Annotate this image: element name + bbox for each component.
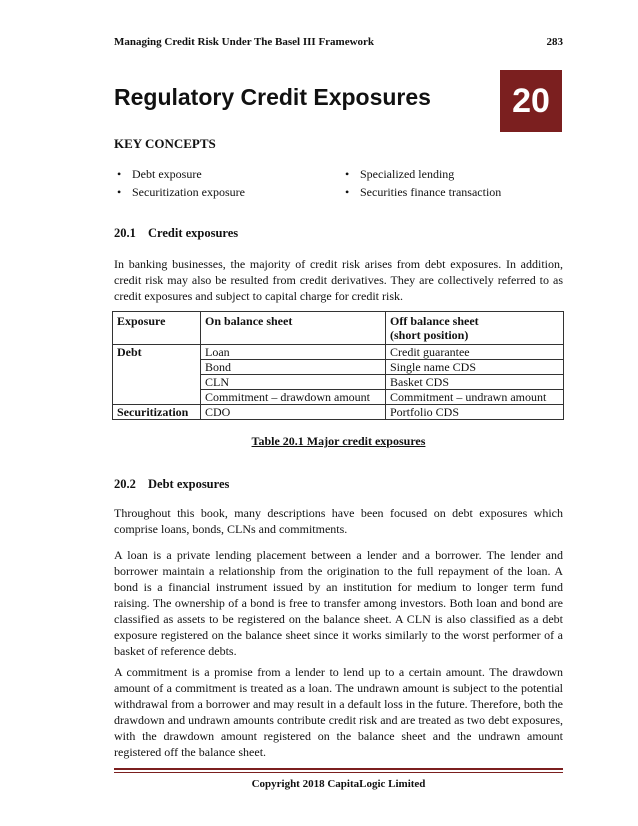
table-row — [113, 345, 564, 360]
table-cell: CDO — [201, 405, 386, 420]
column-header — [386, 312, 564, 345]
key-concept-item: • Securitization exposure — [114, 183, 334, 201]
table-row — [113, 405, 564, 420]
credit-exposures-table — [112, 311, 564, 420]
table-cell: Credit guarantee — [386, 345, 564, 360]
table-cell: Commitment – undrawn amount — [386, 390, 564, 405]
row-label-securitization: Securitization — [113, 405, 201, 420]
table-header-row — [113, 312, 564, 345]
running-header-title: Managing Credit Risk Under The Basel III Framework — [114, 36, 375, 48]
footer-copyright: Copyright 2018 CapitaLogic Limited — [251, 778, 426, 790]
table-cell: Loan — [201, 345, 386, 360]
table-cell: Single name CDS — [386, 360, 564, 375]
table-cell: Basket CDS — [386, 375, 564, 390]
paragraph-text: In banking businesses, the majority of credit risk arises from debt exposures. In addition, credit risk may also be resulted from credit derivatives. They are collectively referred to as credit exposures and subject to capital charge for credit risk. — [114, 257, 563, 303]
key-concepts-heading: KEY CONCEPTS — [114, 136, 216, 151]
section-20-2-paragraph-3 — [114, 664, 563, 760]
paragraph-text: Throughout this book, many descriptions have been focused on debt exposures which comprise loans, bonds, CLNs and commitments. — [114, 506, 563, 536]
column-header-line: Off balance sheet — [390, 314, 479, 328]
paragraph-text: A loan is a private lending placement between a lender and a borrower. The lender and borrower maintain a relationship from the origination to the full repayment of the loan. A bond is a financial instrument issued by an institution for medium to longer term fund raising. The ownership of a bond is free to transfer among investors. Both loan and bond are classified as assets to be registered on the balance sheet. A CLN is also classified as a debt exposure registered on the balance sheet since it works similarly to the worst performer of a basket of reference debts. — [114, 548, 563, 658]
section-20-2-paragraph-2 — [114, 547, 563, 659]
section-title: Credit exposures — [148, 226, 239, 240]
table-cell: Portfolio CDS — [386, 405, 564, 420]
section-heading-20-1 — [114, 226, 238, 241]
key-concepts-left-list — [114, 165, 334, 201]
section-20-2-paragraph-1 — [114, 505, 563, 537]
column-header: On balance sheet — [201, 312, 386, 345]
footer-rule-thick — [114, 768, 563, 770]
key-concept-item: • Specialized lending — [342, 165, 563, 183]
row-label-debt: Debt — [113, 345, 201, 405]
key-concept-item: • Securities finance transaction — [342, 183, 563, 201]
paragraph-text: A commitment is a promise from a lender to lend up to a certain amount. The drawdown amount of a commitment is treated as a loan. The undrawn amount is subject to the potential withdrawal from a borrower and may result in a default loss in the future. Therefore, both the drawdown and undrawn amounts contribute credit risk and are treated as two debt exposures, with the drawdown amount registered on the balance sheet and the undrawn amount registered off the balance sheet. — [114, 665, 563, 759]
table-cell: Commitment – drawdown amount — [201, 390, 386, 405]
table-cell: Bond — [201, 360, 386, 375]
chapter-title: Regulatory Credit Exposures — [114, 84, 431, 110]
footer-rule-thin — [114, 772, 563, 773]
page-number: 283 — [546, 36, 563, 48]
table-cell: CLN — [201, 375, 386, 390]
key-concepts-right-list — [342, 165, 563, 201]
section-number: 20.1 — [114, 226, 136, 240]
key-concept-item: • Debt exposure — [114, 165, 334, 183]
section-title: Debt exposures — [148, 477, 230, 491]
chapter-number-badge: 20 — [500, 70, 562, 132]
column-header: Exposure — [113, 312, 201, 345]
section-20-1-paragraph — [114, 256, 563, 304]
column-header-line: (short position) — [390, 328, 469, 342]
section-number: 20.2 — [114, 477, 136, 491]
table-caption: Table 20.1 Major credit exposures — [251, 434, 426, 448]
section-heading-20-2 — [114, 477, 229, 492]
